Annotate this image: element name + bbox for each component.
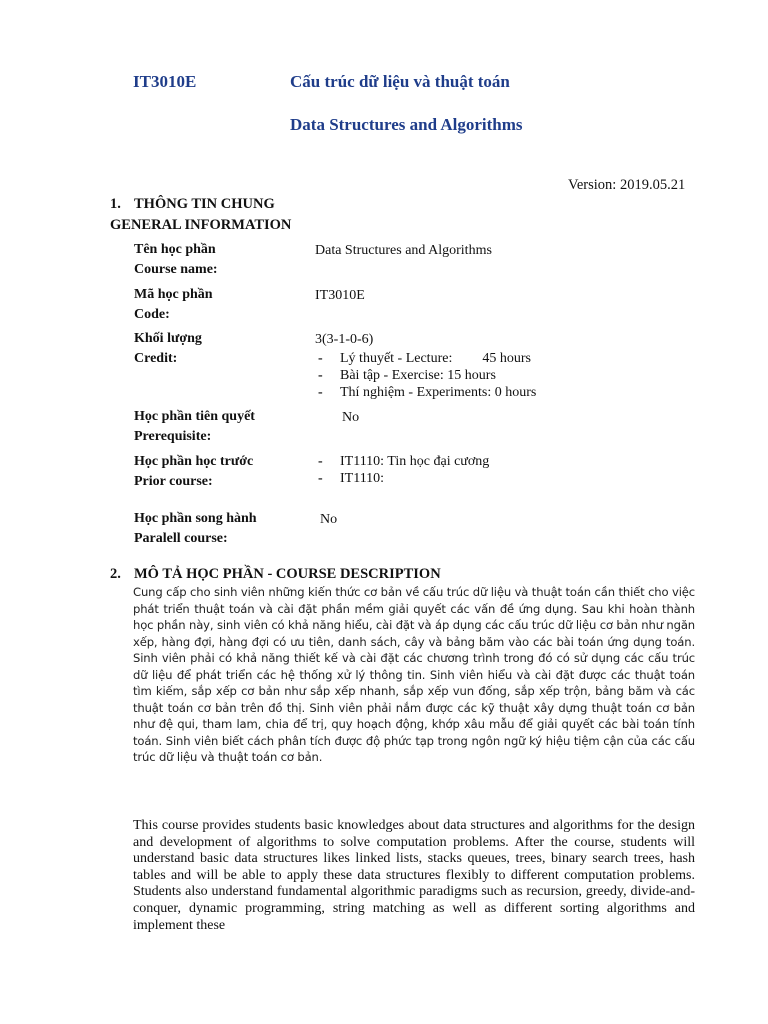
- prior-course-label: Học phần học trước Prior course:: [134, 454, 254, 489]
- parallel-course-value: No: [320, 512, 338, 527]
- code-label: Mã học phần Code:: [134, 287, 213, 322]
- code-value: IT3010E: [315, 288, 365, 303]
- course-title-vi: Cấu trúc dữ liệu và thuật toán: [290, 72, 510, 91]
- course-name-value: Data Structures and Algorithms: [315, 243, 492, 258]
- list-item: - IT1110: Tin học đại cương: [318, 454, 490, 469]
- credit-value: 3(3-1-0-6): [315, 332, 374, 347]
- credit-label: Khối lượng Credit:: [134, 331, 202, 366]
- description-vietnamese: Cung cấp cho sinh viên những kiến thức cơ bản về cấu trúc dữ liệu và thuật toán cần thiết cho việc phát triển thuật toán và cài đặt phần mềm giải quyết các vấn đề ứng dụng. Sau khi hoàn thành học phần này, sinh viên có khả năng hiểu, cài đặt và áp dụng các cấu trúc dữ liệu cơ bản như ngăn xếp, hàng đợi, hàng đợi có ưu tiên, danh sách, cây và bảng băm vào các bài toán ứng dụng toán. Sinh viên phải có khả năng thiết kế và cài đặt các chương trình trong đó có sử dụng các cấu trúc dữ liệu để phát triển các hệ thống xử lý thông tin. Sinh viên hiểu và cài đặt được các thuật toán tìm kiếm, sắp xếp cơ bản như sắp xếp nhanh, sắp xếp vun đống, sắp xếp trộn, bảng băm và các thuật toán cơ bản trên đồ thị. Sinh viên phải nắm được các kỹ thuật xây dựng thuật toán cơ bản như đệ qui, tham lam, chia để trị, quy hoạch động, khớp xâu mẫu để giải quyết các bài toán tính toán. Sinh viên biết cách phân tích được độ phức tạp trong ngôn ngữ ký hiệu tiệm cận của các cấu trúc dữ liệu và thuật toán cơ bản.: [133, 585, 695, 764]
- list-item: - Thí nghiệm - Experiments: 0 hours: [318, 385, 537, 400]
- parallel-course-label: Học phần song hành Paralell course:: [134, 511, 257, 546]
- prerequisite-value: No: [342, 410, 360, 425]
- credit-breakdown-list: [318, 350, 536, 401]
- section1-title-vi: THÔNG TIN CHUNG: [134, 196, 275, 212]
- section1-title-en: GENERAL INFORMATION: [110, 217, 292, 233]
- list-item: - Bài tập - Exercise: 15 hours: [318, 368, 496, 383]
- prior-course-list: [318, 453, 489, 487]
- course-code-heading: IT3010E: [133, 72, 197, 91]
- list-item: - Lý thuyết - Lecture: 45 hours: [318, 351, 531, 366]
- list-item: - IT1110:: [318, 471, 385, 486]
- prerequisite-label: Học phần tiên quyết Prerequisite:: [134, 409, 255, 444]
- description-english: This course provides students basic knowledges about data structures and algorithms for the design and development of algorithms to solve computation problems. After the course, students will understand basic data structures likes linked lists, stacks queues, trees, binary search trees, hash tables and will be able to apply these data structures flexibly to different computation problems. Students also understand fundamental algorithmic paradigms such as recursion, greedy, divide-and-conquer, dynamic programming, string matching as well as different sorting algorithms and implement these: [133, 818, 695, 933]
- course-title-en: Data Structures and Algorithms: [290, 115, 523, 134]
- section2-number: 2.: [110, 566, 121, 582]
- version-label: Version: 2019.05.21: [568, 177, 686, 193]
- course-name-label: Tên học phần Course name:: [134, 242, 218, 277]
- section1-number: 1.: [110, 196, 121, 212]
- section2-title: MÔ TẢ HỌC PHẦN - COURSE DESCRIPTION: [134, 566, 441, 582]
